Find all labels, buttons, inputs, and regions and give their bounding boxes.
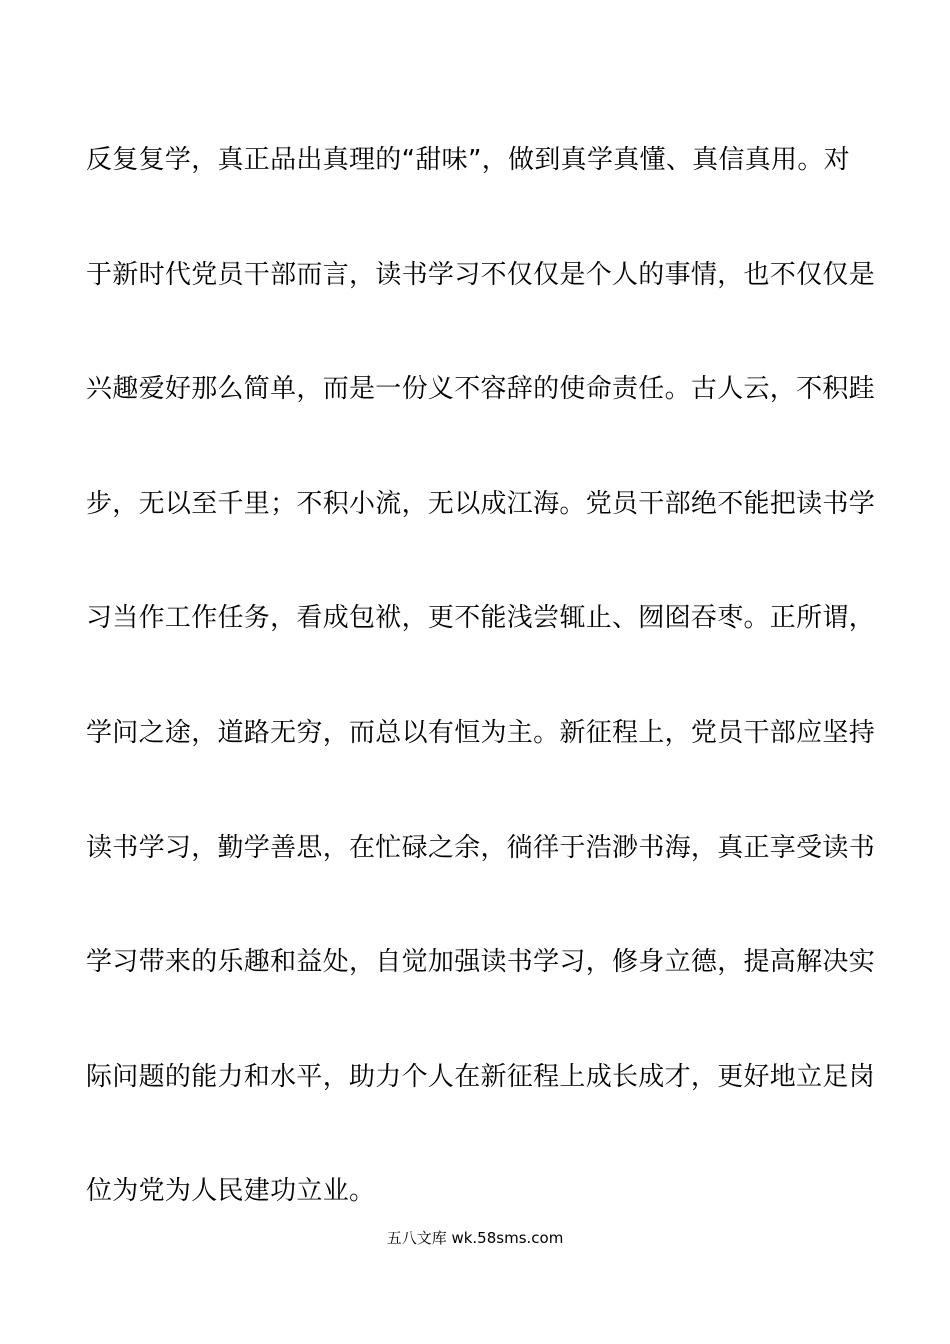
text-line-1: 反复复学，真正品出真理的“甜味”，做到真学真懂、真信真用。对 bbox=[86, 145, 850, 175]
text-line-7: 读书学习，勤学善思，在忙碌之余，徜徉于浩渺书海，真正享受读书 bbox=[86, 832, 876, 863]
text-line-2: 于新时代党员干部而言，读书学习不仅仅是个人的事情，也不仅仅是 bbox=[86, 259, 876, 290]
text-line-3: 兴趣爱好那么简单，而是一份义不容辞的使命责任。古人云，不积跬 bbox=[86, 374, 876, 405]
text-line-9: 际问题的能力和水平，助力个人在新征程上成长成才，更好地立足岗 bbox=[86, 1061, 876, 1092]
text-line-6: 学问之途，道路无穷，而总以有恒为主。新征程上，党员干部应坚持 bbox=[86, 717, 876, 748]
text-line-5: 习当作工作任务，看成包袱，更不能浅尝辄止、囫囵吞枣。正所谓， bbox=[86, 603, 876, 634]
text-line-10: 位为党为人民建功立业。 bbox=[86, 1176, 376, 1207]
text-line-4: 步，无以至千里；不积小流，无以成江海。党员干部绝不能把读书学 bbox=[86, 488, 876, 519]
body-paragraph bbox=[86, 130, 876, 1276]
text-line-8: 学习带来的乐趣和益处，自觉加强读书学习，修身立德，提高解决实 bbox=[86, 947, 876, 978]
page-footer: 五八文库 wk.58sms.com bbox=[386, 1229, 564, 1247]
